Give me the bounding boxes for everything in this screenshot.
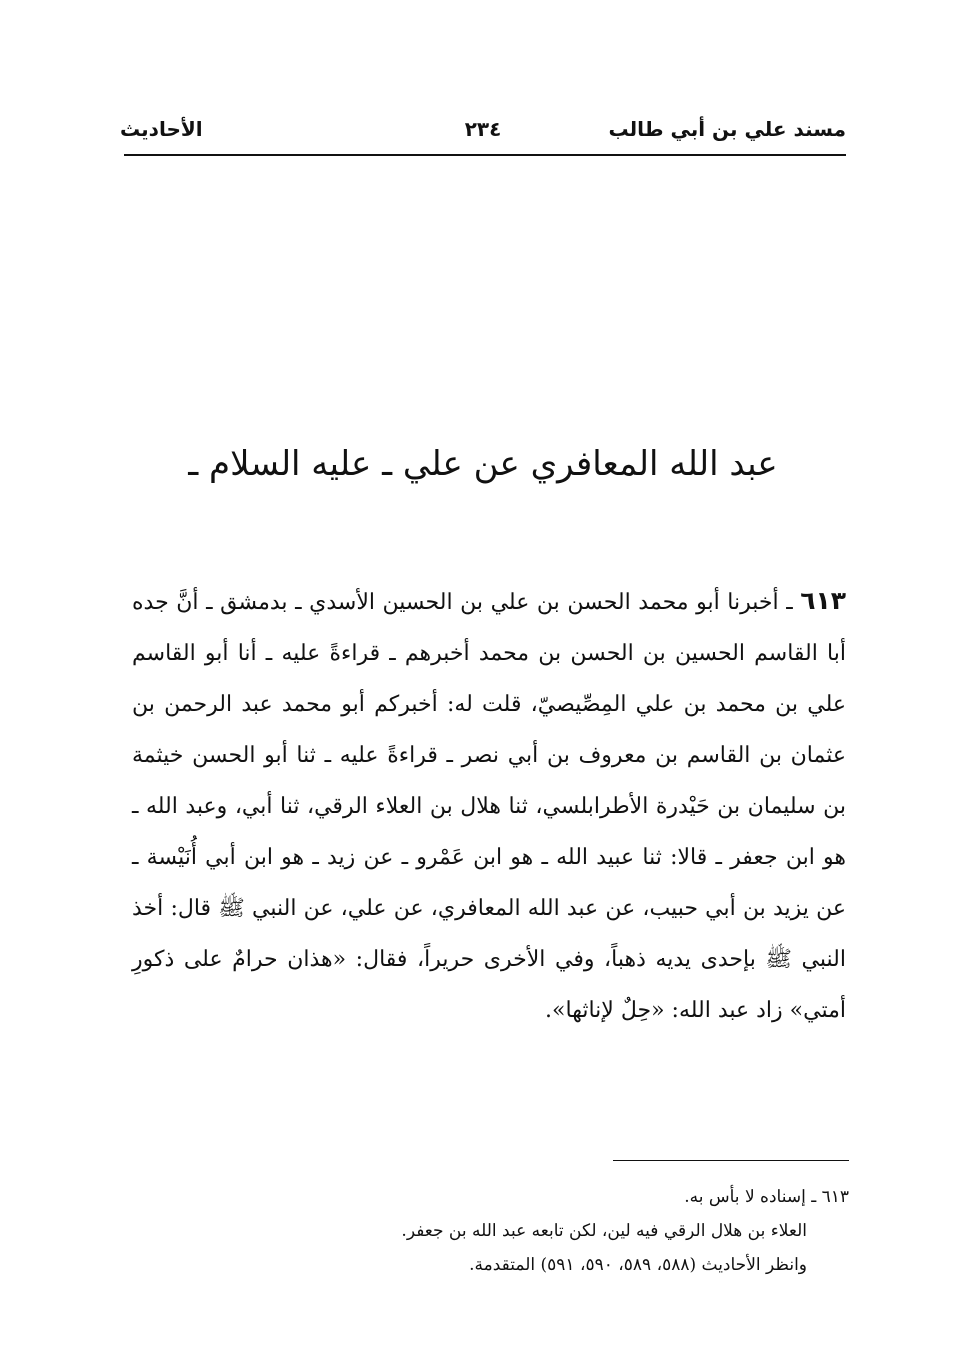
footnote-line: ٦١٣ ـ إسناده لا بأس به.: [684, 1187, 849, 1207]
book-title: مسند علي بن أبي طالب: [608, 117, 846, 141]
header-divider: [124, 154, 846, 156]
hadith-number: ٦١٣: [800, 586, 846, 615]
footnotes: [249, 1180, 849, 1282]
running-header: [120, 117, 846, 147]
footnote-divider: [613, 1160, 849, 1161]
footnote-line: وانظر الأحاديث (٥٨٨، ٥٨٩، ٥٩٠، ٥٩١) المتقدمة.: [469, 1255, 807, 1275]
hadith-text: ـ أخبرنا أبو محمد الحسن بن علي بن الحسين الأسدي ـ بدمشق ـ أنَّ جده أبا القاسم الحسين بن الحسن بن محمد أخبرهم ـ قراءةً عليه ـ أنا أبو القاسم علي بن محمد بن علي المِصِّيصيّ، قلت له: أخبركم أبو محمد عبد الرحمن بن عثمان بن القاسم بن معروف بن أبي نصر ـ قراءةً عليه ـ ثنا أبو الحسن خيثمة بن سليمان بن حَيْدرة الأطرابلسي، ثنا هلال بن العلاء الرقي، ثنا أبي، وعبد الله ـ هو ابن جعفر ـ قالا: ثنا عبيد الله ـ هو ابن عَمْرو ـ عن زيد ـ هو ابن أبي أُنَيْسة ـ عن يزيد بن أبي حبيب، عن عبد الله المعافري، عن علي، عن النبي ﷺ قال: أخذ النبي ﷺ بإحدى يديه ذهباً، وفي الأخرى حريراً، فقال: «هذان حرامٌ على ذكورِ أمتي» زاد عبد الله: «حِلٌ لإناثها».: [132, 590, 846, 1023]
section-title: الأحاديث: [120, 117, 203, 141]
footnote-line: العلاء بن هلال الرقي فيه لين، لكن تابعه عبد الله بن جعفر.: [401, 1221, 807, 1241]
hadith-paragraph: [132, 575, 846, 1036]
chapter-title: عبد الله المعافري عن علي ـ عليه السلام ـ: [188, 444, 778, 484]
page-number: ٢٣٤: [464, 117, 502, 141]
